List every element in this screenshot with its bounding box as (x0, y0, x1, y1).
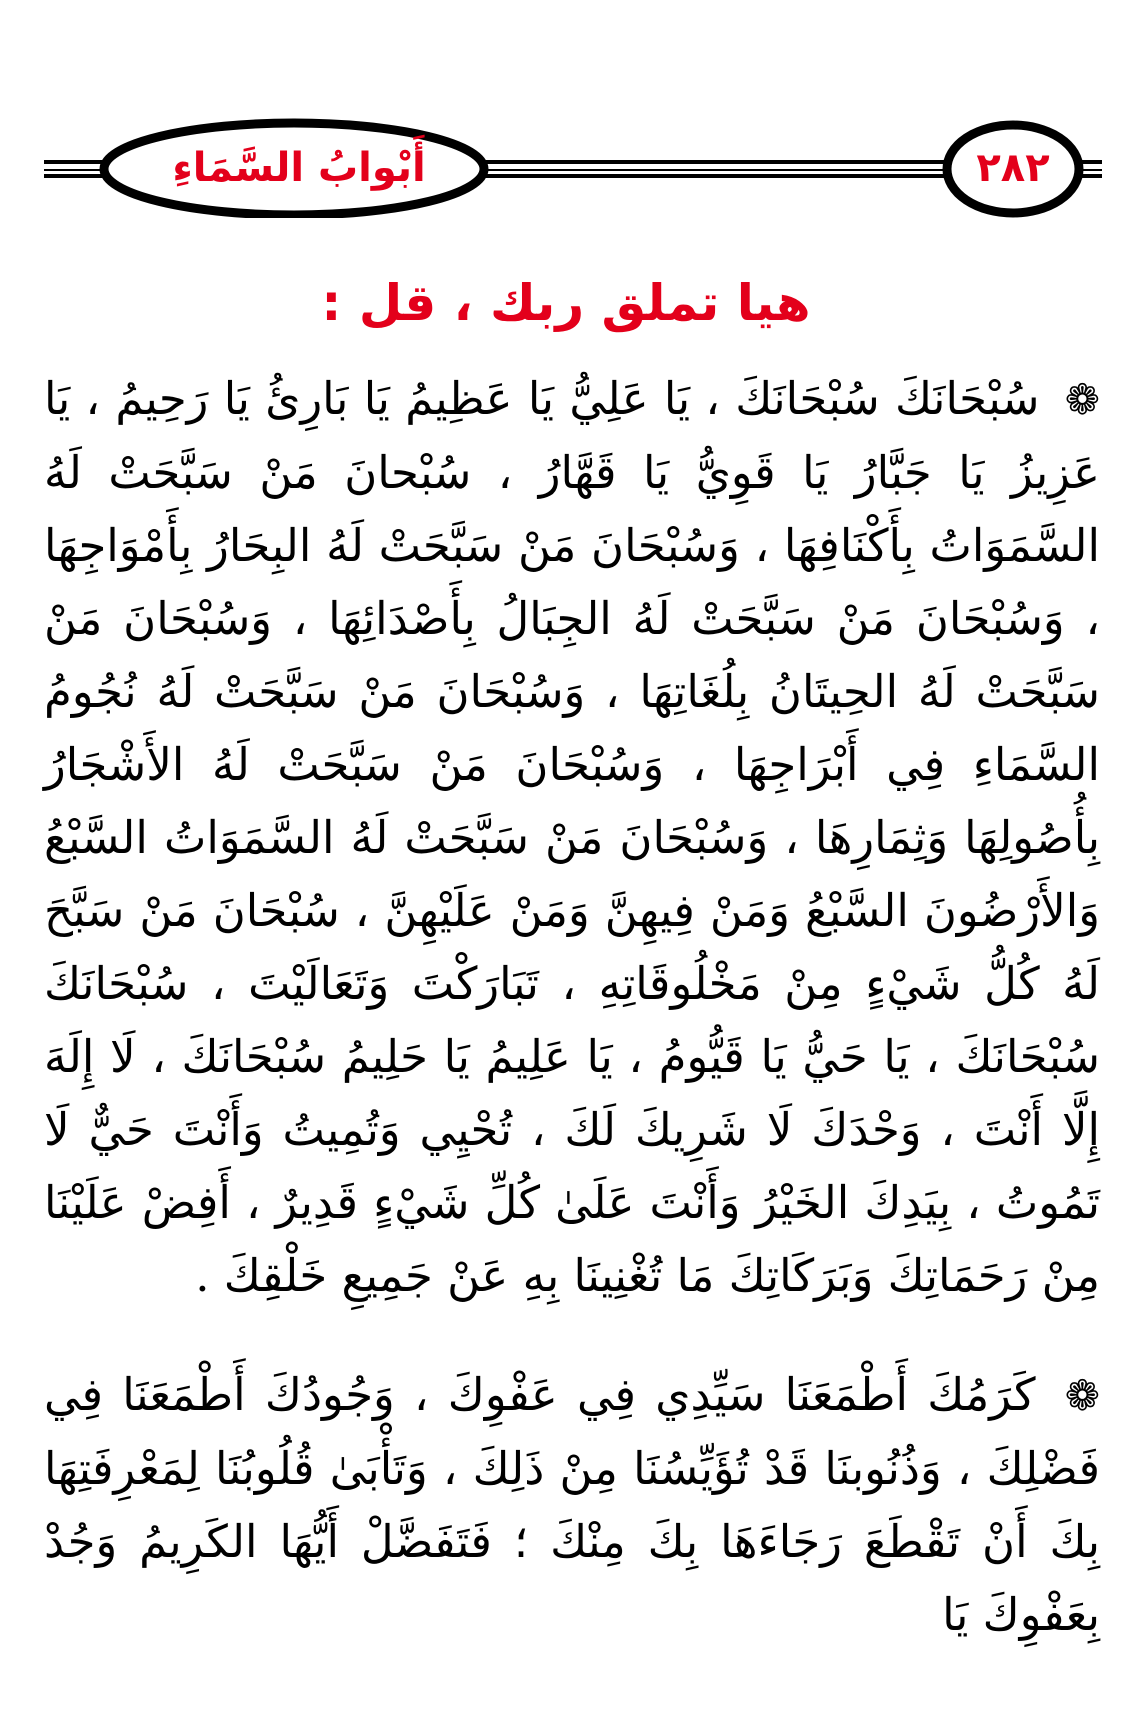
paragraph-text: سُبْحَانَكَ سُبْحَانَكَ ، يَا عَلِيُّ يَا عَظِيمُ يَا بَارِئُ يَا رَحِيمُ ، يَا عَزِيزُ يَا جَبَّارُ يَا قَوِيُّ يَا قَهَّارُ ، سُبْحانَ مَنْ سَبَّحَتْ لَهُ السَّمَوَاتُ بِأَكْنَافِهَا ، وَسُبْحَانَ مَنْ سَبَّحَتْ لَهُ البِحَارُ بِأَمْوَاجِهَا ، وَسُبْحَانَ مَنْ سَبَّحَتْ لَهُ الجِبَالُ بِأَصْدَائِهَا ، وَسُبْحَانَ مَنْ سَبَّحَتْ لَهُ الحِيتَانُ بِلُغَاتِهَا ، وَسُبْحَانَ مَنْ سَبَّحَتْ لَهُ نُجُومُ السَّمَاءِ فِي أَبْرَاجِهَا ، وَسُبْحَانَ مَنْ سَبَّحَتْ لَهُ الأَشْجَارُ بِأُصُولِهَا وَثِمَارِهَا ، وَسُبْحَانَ مَنْ سَبَّحَتْ لَهُ السَّمَوَاتُ السَّبْعُ وَالأَرْضُونَ السَّبْعُ وَمَنْ فِيهِنَّ وَمَنْ عَلَيْهِنَّ ، سُبْحَانَ مَنْ سَبَّحَ لَهُ كُلُّ شَيْءٍ مِنْ مَخْلُوقَاتِهِ ، تَبَارَكْتَ وَتَعَالَيْتَ ، سُبْحَانَكَ سُبْحَانَكَ ، يَا حَيُّ يَا قَيُّومُ ، يَا عَلِيمُ يَا حَلِيمُ سُبْحَانَكَ ، لَا إِلَهَ إِلَّا أَنْتَ ، وَحْدَكَ لَا شَرِيكَ لَكَ ، تُحْيِي وَتُمِيتُ وَأَنْتَ حَيٌّ لَا تَمُوتُ ، بِيَدِكَ الخَيْرُ وَأَنْتَ عَلَىٰ كُلِّ شَيْءٍ قَدِيرٌ ، أَفِضْ عَلَيْنَا مِنْ رَحَمَاتِكَ وَبَرَكَاتِكَ مَا تُغْنِينَا بِهِ عَنْ جَمِيعِ خَلْقِكَ . (44, 372, 1100, 1302)
flower-bullet-icon: ❁ (1064, 375, 1100, 424)
page-header (44, 118, 1102, 218)
paragraph-1 (44, 362, 1100, 1312)
flower-bullet-icon: ❁ (1064, 1371, 1100, 1420)
paragraph-text: كَرَمُكَ أَطْمَعَنَا سَيِّدِي فِي عَفْوِكَ ، وَجُودُكَ أَطْمَعَنَا فِي فَضْلِكَ ، وَذُنُوبنَا قَدْ تُؤَيِّسُنَا مِنْ ذَلِكَ ، وَتَأْبَىٰ قُلُوبُنَا لِمَعْرِفَتِهَا بِكَ أَنْ تَقْطَعَ رَجَاءَهَا بِكَ مِنْكَ ؛ فَتَفَضَّلْ أَيُّهَا الكَرِيمُ وَجُدْ بِعَفْوِكَ يَا (44, 1368, 1100, 1641)
book-title: أَبْوابُ السَّمَاءِ (172, 145, 426, 191)
body-text (44, 362, 1100, 1651)
page-number: ٢٨٢ (976, 145, 1050, 191)
paragraph-2 (44, 1358, 1100, 1651)
section-heading: هيا تملق ربك ، قل : (321, 274, 811, 332)
